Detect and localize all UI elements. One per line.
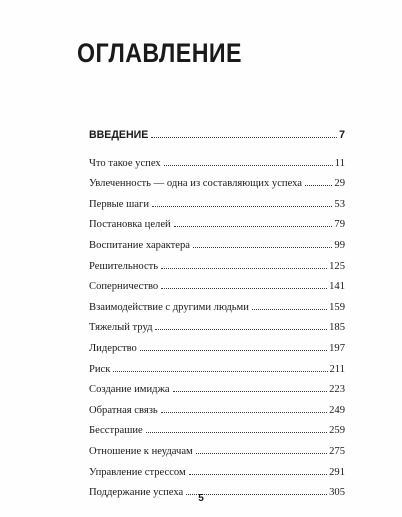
toc-entry-page: 29: [334, 178, 345, 190]
toc-dot-leader: [305, 185, 332, 186]
toc-dot-leader: [161, 412, 327, 413]
toc-entry-page: 305: [329, 487, 345, 499]
toc-entry-title: Обратная связь: [89, 404, 158, 416]
toc-dot-leader: [161, 268, 327, 269]
toc-entry-title: Поддержание успеха: [89, 487, 184, 499]
toc-entry-title: Воспитание характера: [89, 239, 191, 251]
toc-entry: [89, 281, 345, 302]
toc-entry-page: 259: [329, 425, 345, 437]
toc-entry: [89, 322, 345, 343]
toc-entry: [89, 158, 345, 179]
toc-entry-page: 99: [334, 239, 345, 251]
toc-dot-leader: [152, 206, 332, 207]
toc-entry-title: Отношение к неудачам: [89, 445, 193, 457]
toc-entry: [89, 302, 345, 323]
toc-entry-page: 125: [329, 260, 345, 272]
toc-entry-title: Тяжелый труд: [89, 322, 153, 334]
table-of-contents: [89, 129, 345, 508]
toc-entry-title: Что такое успех: [89, 157, 161, 169]
toc-entry: [89, 384, 345, 405]
toc-entry: [89, 178, 345, 199]
toc-entry: [89, 129, 345, 150]
toc-dot-leader: [164, 165, 333, 166]
toc-entry-page: 11: [334, 157, 345, 169]
toc-dot-leader: [155, 329, 327, 330]
toc-dot-leader: [174, 226, 333, 227]
toc-entry: [89, 405, 345, 426]
toc-dot-leader: [189, 474, 327, 475]
toc-entry-page: 53: [334, 198, 345, 210]
toc-entry-page: 159: [329, 301, 345, 313]
toc-entry-title: Решительность: [89, 260, 159, 272]
toc-dot-leader: [173, 391, 328, 392]
toc-entry-title: Взаимодействие с другими людьми: [89, 301, 249, 313]
toc-entry-page: 249: [329, 404, 345, 416]
toc-dot-leader: [252, 309, 327, 310]
toc-entry-page: 141: [329, 281, 345, 293]
toc-entry: [89, 364, 345, 385]
toc-entry-title: Создание имиджа: [89, 384, 170, 396]
toc-entry: [89, 467, 345, 488]
toc-dot-leader: [151, 137, 337, 138]
toc-entry-page: 291: [329, 466, 345, 478]
toc-entry: [89, 446, 345, 467]
toc-entry-page: 7: [339, 129, 345, 141]
toc-entry: [89, 425, 345, 446]
toc-entry: [89, 219, 345, 240]
toc-entry-title: Управление стрессом: [89, 466, 186, 478]
toc-entry: [89, 261, 345, 282]
toc-entry: [89, 240, 345, 261]
toc-entry-title: Увлеченность — одна из составляющих успеха: [89, 178, 303, 190]
toc-dot-leader: [161, 288, 327, 289]
toc-entry-page: 275: [329, 445, 345, 457]
toc-entry-title: Соперничество: [89, 281, 159, 293]
toc-entry-title: Риск: [89, 363, 111, 375]
toc-entry-page: 79: [334, 219, 345, 231]
page-heading: ОГЛАВЛЕНИЕ: [77, 38, 242, 68]
toc-entry-title: Первые шаги: [89, 198, 149, 210]
toc-dot-leader: [113, 371, 327, 372]
toc-dot-leader: [193, 247, 332, 248]
toc-entry-title: ВВЕДЕНИЕ: [89, 129, 149, 141]
toc-entry-title: Постановка целей: [89, 219, 171, 231]
toc-entry: [89, 199, 345, 220]
page-number: 5: [198, 493, 204, 504]
toc-dot-leader: [146, 432, 327, 433]
toc-entry-title: Лидерство: [89, 342, 137, 354]
toc-entry-page: 211: [329, 363, 345, 375]
toc-entry: [89, 343, 345, 364]
toc-entry-page: 197: [329, 342, 345, 354]
toc-dot-leader: [196, 453, 327, 454]
toc-entry-title: Бесстрашие: [89, 425, 143, 437]
toc-entry-page: 185: [329, 322, 345, 334]
toc-dot-leader: [140, 350, 327, 351]
toc-entry-page: 223: [329, 384, 345, 396]
